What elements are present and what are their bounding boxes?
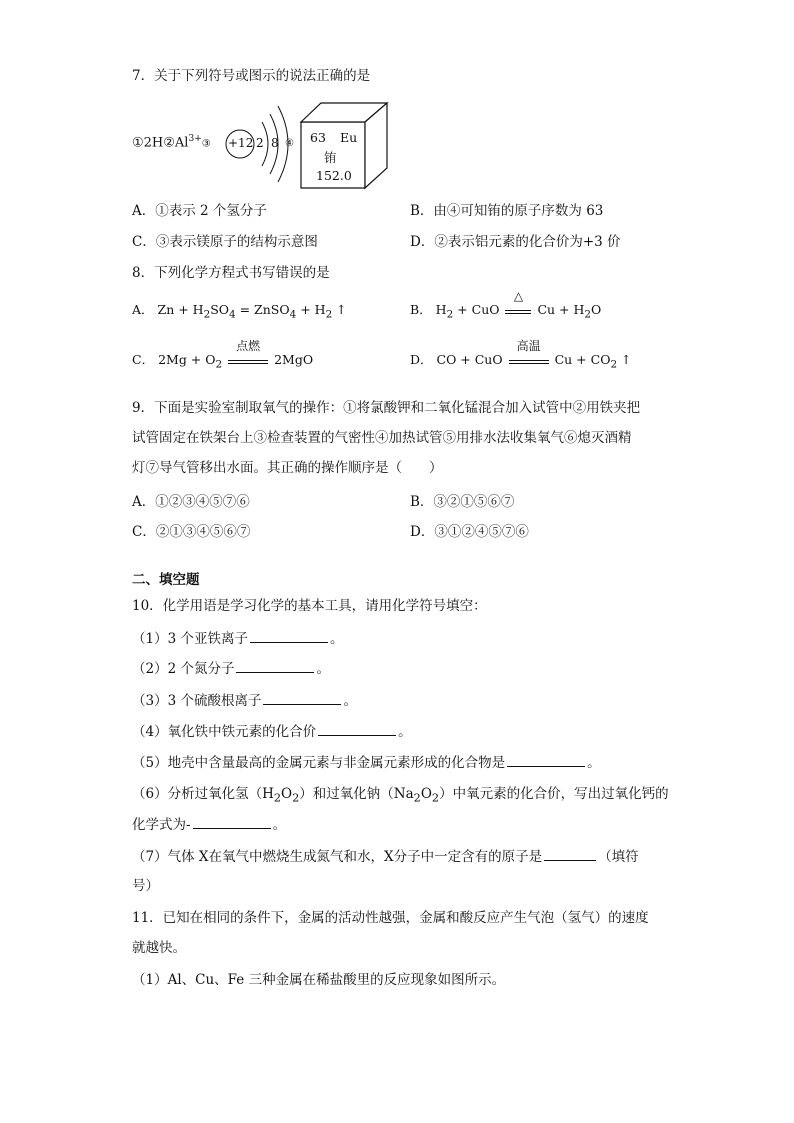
condition-text: 点燃: [236, 339, 261, 353]
part-text: （7）气体 X在氧气中燃烧生成氮气和水，X分子中一定含有的原子是: [132, 849, 543, 865]
equals-bar: [228, 360, 268, 364]
part-text: O: [420, 786, 432, 802]
q7-option-c: C．③表示镁原子的结构示意图: [132, 234, 318, 250]
subscript: 2: [413, 791, 421, 805]
q10-stem: 10．化学用语是学习化学的基本工具，请用化学符号填空：: [132, 598, 487, 614]
eq-part: Cu + CO: [554, 352, 611, 367]
q11-stem-line1: 11．已知在相同的条件下，金属的活动性越强，金属和酸反应产生气泡（氢气）的速度: [132, 910, 649, 926]
period: 。: [316, 661, 330, 677]
q8-option-c: [132, 339, 314, 375]
q7-symbols: ①2H②Al: [132, 135, 189, 151]
subscript: 2: [292, 791, 300, 805]
reaction-condition: [228, 339, 268, 364]
eq-part: SO: [210, 302, 230, 317]
nucleus-charge: +12: [228, 136, 254, 150]
subscript: 2: [203, 308, 211, 321]
q8-option-d: [410, 339, 632, 375]
period: 。: [329, 631, 344, 647]
subscript: 2: [610, 358, 618, 371]
subscript: 2: [446, 308, 454, 321]
answer-blank[interactable]: [263, 690, 341, 705]
period: 。: [272, 817, 287, 833]
q9-option-d: D．③①②④⑤⑦⑥: [410, 524, 529, 540]
part-text: （1）3 个亚铁离子: [132, 631, 248, 647]
option-label: D．: [410, 352, 433, 367]
answer-blank[interactable]: [236, 658, 314, 673]
q10-part7-line2: 号）: [132, 878, 159, 894]
part-text: O: [281, 786, 293, 802]
q7-mark4: ④: [285, 138, 294, 149]
europium-symbol: Eu: [340, 130, 358, 145]
part-text: ）中氧元素的化合价，写出过氧化钙的: [439, 786, 669, 802]
option-label: A．: [132, 302, 154, 317]
eq-part: 2MgO: [274, 352, 314, 367]
q9-stem-line3: 灯⑦导气管移出水面。其正确的操作顺序是（ ）: [132, 460, 443, 476]
part-text: ）和过氧化钠（Na: [299, 786, 414, 802]
section-heading: 二、填空题: [132, 572, 200, 588]
europium-name: 铕: [324, 150, 337, 165]
eq-part: + H: [296, 302, 326, 317]
subscript: 2: [431, 791, 440, 805]
eq-part: 2Mg + O: [158, 352, 216, 367]
eq-part: Cu + H: [537, 302, 585, 317]
answer-blank[interactable]: [544, 846, 596, 861]
q10-part5: [132, 752, 601, 773]
q7-option-d: D．②表示铝元素的化合价为+3 价: [410, 234, 621, 250]
condition-text: △: [513, 289, 524, 303]
q9-stem-line2: 试管固定在铁架台上③检查装置的气密性④加热试管⑤用排水法收集氧气⑥熄灭酒精: [132, 430, 632, 446]
q7-figure: [132, 100, 392, 192]
q9-option-b: B．③②①⑤⑥⑦: [410, 494, 515, 510]
shell-1-electrons: 2: [256, 136, 264, 150]
period: 。: [343, 693, 357, 709]
subscript: 2: [584, 308, 592, 321]
gas-arrow: ↑: [617, 352, 632, 367]
q8-option-a: [132, 300, 347, 325]
answer-blank[interactable]: [250, 628, 328, 643]
part-text: 化学式为-: [132, 817, 191, 833]
equals-bar: [509, 360, 549, 364]
subscript: 2: [215, 358, 223, 371]
period: 。: [398, 724, 412, 740]
option-label: C．: [132, 352, 155, 367]
q8-stem: 8．下列化学方程式书写错误的是: [132, 265, 330, 281]
part-text: （2）2 个氮分子: [132, 661, 235, 677]
eq-part: = ZnSO: [235, 302, 290, 317]
subscript: 2: [273, 791, 282, 805]
part-text: （填符: [598, 849, 639, 865]
q9-stem-line1: 9．下面是实验室制取氧气的操作：①将氯酸钾和二氧化锰混合加入试管中②用铁夹把: [132, 400, 641, 416]
eq-part: + CuO: [453, 302, 500, 317]
q10-part6-line2: [132, 814, 286, 835]
eq-part: Zn + H: [157, 302, 204, 317]
part-text: （4）氧化铁中铁元素的化合价: [132, 724, 317, 740]
q11-stem-line2: 就越快。: [132, 940, 186, 956]
q8-option-b: [410, 289, 602, 325]
europium-mass: 152.0: [316, 168, 352, 183]
q10-part6: [132, 784, 669, 809]
gas-arrow: ↑: [332, 302, 347, 317]
q9-option-c: C．②①③④⑤⑥⑦: [132, 524, 251, 540]
reaction-condition: [509, 339, 549, 364]
part-text: （5）地壳中含量最高的金属元素与非金属元素形成的化合物是: [132, 755, 506, 771]
subscript: 4: [229, 308, 236, 321]
q7-mark3: ③: [201, 138, 211, 150]
equals-bar: [505, 310, 531, 314]
q10-part2: [132, 658, 330, 679]
q10-part1: [132, 628, 343, 649]
eq-part: O: [591, 302, 602, 317]
subscript: 4: [289, 308, 297, 321]
q9-option-a: A．①②③④⑤⑦⑥: [132, 494, 250, 510]
answer-blank[interactable]: [193, 814, 271, 829]
part-text: （3）3 个硫酸根离子: [132, 693, 262, 709]
subscript: 2: [325, 308, 333, 321]
answer-blank[interactable]: [318, 721, 396, 736]
q10-part7: [132, 846, 639, 867]
q7-option-a: A．①表示 2 个氢分子: [132, 203, 267, 219]
option-label: B．: [410, 302, 432, 317]
condition-text: 高温: [516, 339, 541, 353]
europium-atomic-number: 63: [310, 130, 326, 145]
reaction-condition: [505, 289, 531, 314]
q10-part4: [132, 721, 412, 742]
answer-blank[interactable]: [507, 752, 585, 767]
q10-part3: [132, 690, 357, 711]
eq-part: CO + CuO: [436, 352, 503, 367]
q7-charge: 3+: [188, 134, 202, 144]
shell-2-electrons: 8: [271, 136, 279, 150]
q11-part1: （1）Al、Cu、Fe 三种金属在稀盐酸里的反应现象如图所示。: [132, 972, 506, 988]
period: 。: [587, 755, 601, 771]
eq-part: H: [435, 302, 447, 317]
q7-option-b: B．由④可知铕的原子序数为 63: [410, 203, 604, 219]
q7-stem: 7．关于下列符号或图示的说法正确的是: [132, 68, 371, 84]
part-text: （6）分析过氧化氢（H: [132, 786, 274, 802]
